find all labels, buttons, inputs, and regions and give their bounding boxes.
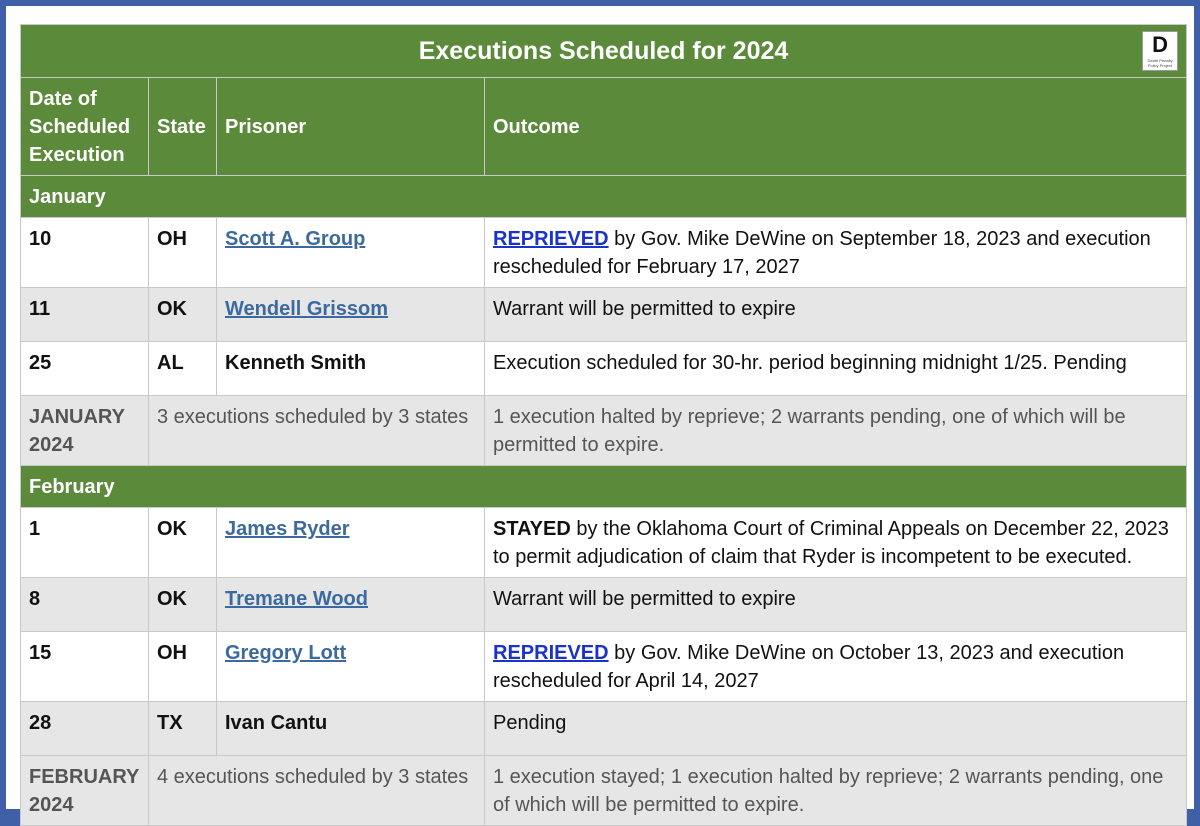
state-code: OK bbox=[149, 288, 217, 342]
month-summary-row bbox=[21, 396, 1187, 466]
outcome-text: Pending bbox=[493, 712, 567, 734]
outcome-text: by Gov. Mike DeWine on October 13, 2023 and execution rescheduled for April 14, 2027 bbox=[493, 642, 1125, 692]
month-header-row bbox=[21, 176, 1187, 218]
schedule-card bbox=[6, 6, 1194, 816]
outcome-text: Warrant will be permitted to expire bbox=[493, 298, 796, 320]
month-header-row bbox=[21, 466, 1187, 508]
outcome-cell bbox=[485, 632, 1187, 702]
prisoner-cell bbox=[217, 632, 485, 702]
dpi-logo-icon bbox=[1142, 31, 1178, 71]
summary-count: 3 executions scheduled by 3 states bbox=[149, 396, 485, 466]
outcome-cell bbox=[485, 702, 1187, 756]
state-code: OK bbox=[149, 578, 217, 632]
prisoner-cell bbox=[217, 218, 485, 288]
execution-date: 1 bbox=[21, 508, 149, 578]
prisoner-link[interactable]: Scott A. Group bbox=[225, 228, 366, 250]
state-code: OH bbox=[149, 632, 217, 702]
prisoner-name: Kenneth Smith bbox=[225, 352, 367, 374]
summary-outcome: 1 execution halted by reprieve; 2 warrants pending, one of which will be permitted to expire. bbox=[485, 396, 1187, 466]
prisoner-link[interactable]: Gregory Lott bbox=[225, 642, 347, 664]
prisoner-link[interactable]: James Ryder bbox=[225, 518, 350, 540]
table-row bbox=[21, 508, 1187, 578]
month-name: February bbox=[21, 466, 1187, 508]
executions-table bbox=[20, 24, 1187, 826]
table-row bbox=[21, 632, 1187, 702]
state-code: AL bbox=[149, 342, 217, 396]
outcome-cell bbox=[485, 342, 1187, 396]
execution-date: 11 bbox=[21, 288, 149, 342]
summary-label: FEBRUARY 2024 bbox=[21, 756, 149, 826]
reprieved-link[interactable]: REPRIEVED bbox=[493, 228, 609, 250]
outcome-cell bbox=[485, 508, 1187, 578]
prisoner-cell bbox=[217, 508, 485, 578]
logo-letter: D bbox=[1152, 32, 1168, 57]
execution-date: 8 bbox=[21, 578, 149, 632]
prisoner-cell bbox=[217, 578, 485, 632]
table-row bbox=[21, 218, 1187, 288]
prisoner-cell bbox=[217, 702, 485, 756]
outcome-cell bbox=[485, 218, 1187, 288]
summary-label: JANUARY 2024 bbox=[21, 396, 149, 466]
reprieved-link[interactable]: REPRIEVED bbox=[493, 642, 609, 664]
table-title: Executions Scheduled for 2024 bbox=[418, 37, 789, 65]
summary-outcome: 1 execution stayed; 1 execution halted by reprieve; 2 warrants pending, one of which will be permitted to expire. bbox=[485, 756, 1187, 826]
table-row bbox=[21, 342, 1187, 396]
table-title-cell bbox=[21, 25, 1187, 78]
prisoner-link[interactable]: Wendell Grissom bbox=[225, 298, 389, 320]
month-summary-row bbox=[21, 756, 1187, 826]
outcome-text: Warrant will be permitted to expire bbox=[493, 588, 796, 610]
table-row bbox=[21, 702, 1187, 756]
table-row bbox=[21, 288, 1187, 342]
month-name: January bbox=[21, 176, 1187, 218]
state-code: OK bbox=[149, 508, 217, 578]
logo-subtext: Death Penalty Policy Project bbox=[1147, 58, 1173, 68]
header-date: Date of Scheduled Execution bbox=[21, 78, 149, 176]
outcome-cell bbox=[485, 578, 1187, 632]
stayed-label: STAYED bbox=[493, 518, 571, 540]
prisoner-link[interactable]: Tremane Wood bbox=[225, 588, 368, 610]
execution-date: 25 bbox=[21, 342, 149, 396]
header-state: State bbox=[149, 78, 217, 176]
prisoner-name: Ivan Cantu bbox=[225, 712, 328, 734]
prisoner-cell bbox=[217, 342, 485, 396]
state-code: OH bbox=[149, 218, 217, 288]
outcome-text: by the Oklahoma Court of Criminal Appeals on December 22, 2023 to permit adjudication of claim that Ryder is incompetent to be executed. bbox=[493, 518, 1169, 568]
state-code: TX bbox=[149, 702, 217, 756]
outcome-cell bbox=[485, 288, 1187, 342]
title-row bbox=[21, 25, 1187, 78]
table-row bbox=[21, 578, 1187, 632]
execution-date: 10 bbox=[21, 218, 149, 288]
outcome-text: by Gov. Mike DeWine on September 18, 2023 and execution rescheduled for February 17, 2027 bbox=[493, 228, 1151, 278]
prisoner-cell bbox=[217, 288, 485, 342]
header-outcome: Outcome bbox=[485, 78, 1187, 176]
outcome-text: Execution scheduled for 30-hr. period beginning midnight 1/25. Pending bbox=[493, 352, 1127, 374]
summary-count: 4 executions scheduled by 3 states bbox=[149, 756, 485, 826]
execution-date: 15 bbox=[21, 632, 149, 702]
header-prisoner: Prisoner bbox=[217, 78, 485, 176]
execution-date: 28 bbox=[21, 702, 149, 756]
column-header-row bbox=[21, 78, 1187, 176]
